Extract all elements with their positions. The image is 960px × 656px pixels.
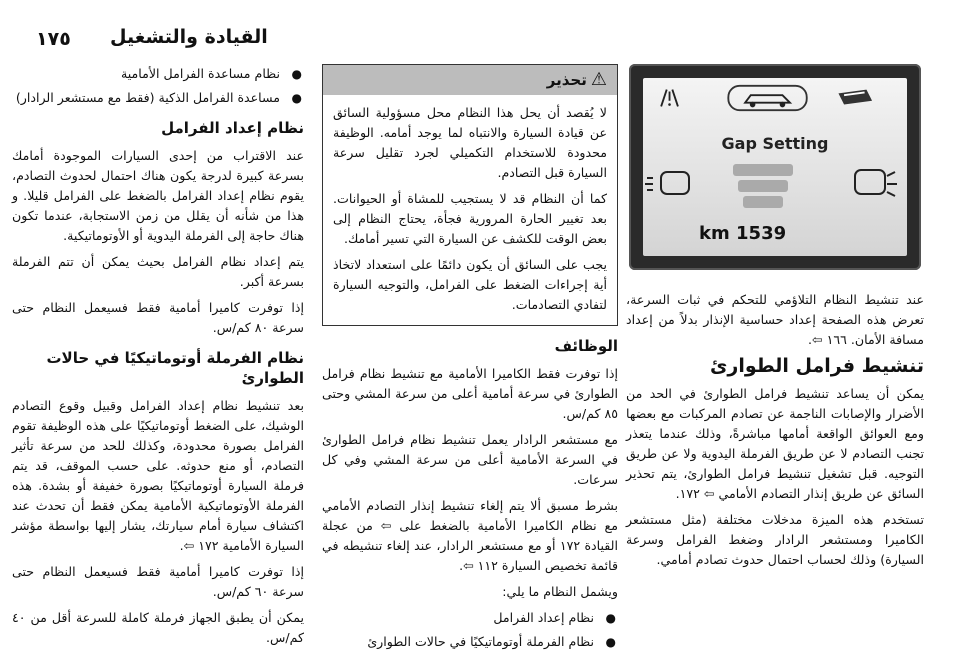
right-column [626, 64, 924, 576]
paragraph: لا يُقصد أن يحل هذا النظام محل مسؤولية السائق عن قيادة السيارة والانتباه لما يوجد أمامه. الوظيفة محدودة للاستخدام التكميلي لجرد تقليل سرعة السيارة قبل التصادم. [333, 105, 607, 180]
paragraph: عند تنشيط النظام التلاؤمي للتحكم في ثبات السرعة، تعرض هذه الصفحة إعداد حساسية الإنذار بدلاً من إعداد مسافة الأمان. ١٦٦ ⇦. [626, 292, 924, 347]
paragraph: يتم إعداد نظام الفرامل بحيث يمكن أن تتم الفرملة بسرعة أكبر. [12, 254, 304, 289]
paragraph: يمكن أن يساعد تنشيط فرامل الطوارئ في الحد من الأضرار والإصابات الناجمة عن تصادم المركبات مع بعضها ومع العوائق الواقعة أمامها مباشرةً، وذلك عندما يتعذر تجنب التصادم لا عن طريق الفرملة اليدوية ولا عن طريق التوجيه. قبل تشغيل تنشيط فرامل الطوارئ، يتم تحذير السائق عن طريق إنذار التصادم الأمامي ⇦ ١٧٢. [626, 386, 924, 501]
paragraph: كما أن النظام قد لا يستجيب للمشاة أو الحيوانات. بعد تغيير الحارة المرورية فجأة، يحتاج النظام إلى بعض الوقت للكشف عن السيارة التي تسير أمامك. [333, 191, 607, 246]
warning-body [323, 95, 617, 325]
paragraph: تستخدم هذه الميزة مدخلات مختلفة (مثل مستشعر الكاميرا ومستشعر الرادار وضغط الفرامل وسرعة السيارة) وذلك لحساب احتمال حدوث تصادم أمامي. [626, 512, 924, 567]
warning-header [323, 65, 617, 95]
road-sign-icon [838, 90, 872, 105]
warning-road-icon [661, 90, 678, 107]
section-heading-functions: الوظائف [554, 337, 618, 355]
middle-column [322, 64, 618, 656]
list-item: ● نظام إعداد الفرامل [322, 608, 618, 628]
paragraph: مع مستشعر الرادار يعمل تنشيط نظام فرامل الطوارئ في السرعة الأمامية أعلى من سرعة المشي وفي كل سرعات. [322, 432, 618, 487]
system-list [12, 64, 304, 108]
paragraph: ويشمل النظام ما يلي: [502, 584, 618, 599]
section-heading-auto-brake: نظام الفرملة أوتوماتيكيًا في حالات الطوارئ [46, 349, 304, 387]
odometer-readout: 1539 km [699, 223, 787, 244]
includes-list [322, 608, 618, 652]
paragraph: عند الاقتراب من إحدى السيارات الموجودة أمامك بسرعة كبيرة لدرجة يكون هناك احتمال لحدوث التصادم، يقوم نظام إعداد الفرامل بالضغط على الفرامل قليلا. و هذا من شأنه أن يقلل من زمن الاستجابة، عندما تكون هناك حاجة إلى الفرملة اليدوية أو الأوتوماتيكية. [12, 148, 304, 243]
section-heading-emergency-brake: تنشيط فرامل الطوارئ [710, 355, 924, 377]
display-top-icons [643, 84, 907, 112]
paragraph: إذا توفرت كاميرا أمامية فقط فسيعمل النظام حتى سرعة ٨٠ كم/س. [12, 300, 304, 335]
warning-box [322, 64, 618, 326]
car-selected-icon [728, 86, 806, 110]
list-item: ● نظام مساعدة الفرامل الأمامية [12, 64, 304, 84]
instrument-display-figure [629, 64, 921, 270]
chapter-title: القيادة والتشغيل [110, 26, 268, 48]
paragraph: بعد تنشيط نظام إعداد الفرامل وقبيل وقوع التصادم الوشيك، على الضغط أوتوماتيكيًا على هذه الوظيفة تقوم الفرامل بصورة محدودة، وكذلك للحد من سرعة تأثير التصادم، أو منع حدوثه. على حسب الموقف، قد يتم فرملة السيارة أوتوماتيكيًا بصورة خفيفة أو بشدة. هذه الفرملة الأوتوماتيكية الأمامية يمكن فقط أن تحدث عند اكتشاف سيارة أمام سيارتك، يشار إليها بواسطة مؤشر السيارة الأمامية ١٧٢ ⇦. [12, 398, 304, 553]
list-item: ● نظام الفرملة أوتوماتيكيًا في حالات الطوارئ [322, 632, 618, 652]
gap-indicator-graphic [643, 160, 907, 220]
own-car-icon [645, 172, 689, 194]
left-column [12, 64, 304, 654]
paragraph: يجب على السائق أن يكون دائمًا على استعداد لاتخاذ أية إجراءات الضغط على الفرامل، والتوجيه السيارة لتفادي التصادمات. [333, 257, 607, 312]
lead-car-icon [855, 170, 897, 196]
list-item: ● مساعدة الفرامل الذكية (فقط مع مستشعر الرادار) [12, 88, 304, 108]
page-header [0, 20, 960, 60]
section-heading-brake-prep: نظام إعداد الفرامل [161, 119, 304, 137]
paragraph: يمكن أن يطبق الجهاز فرملة كاملة للسرعة أقل من ٤٠ كم/س. [12, 610, 304, 645]
paragraph: إذا توفرت فقط الكاميرا الأمامية مع تنشيط نظام فرامل الطوارئ في سرعة أمامية أعلى من سرعة المشي وحتى ٨٥ كم/س. [322, 366, 618, 421]
warning-triangle-icon: ⚠ [590, 69, 607, 90]
gap-bars-icon [733, 164, 793, 208]
warning-title: تحذير [546, 71, 587, 89]
paragraph: إذا توفرت كاميرا أمامية فقط فسيعمل النظام حتى سرعة ٦٠ كم/س. [12, 564, 304, 599]
paragraph: بشرط مسبق ألا يتم إلغاء تنشيط إنذار التصادم الأمامي مع نظام الكاميرا الأمامية بالضغط على ⇦ من عجلة القيادة ١٧٢ أو مع مستشعر الرادار، عند إلغاء تنشيطه في قائمة تخصيص السيارة ١١٢ ⇦. [322, 498, 618, 573]
page-number: ١٧٥ [36, 28, 71, 50]
display-screen [643, 78, 907, 256]
gap-setting-label: Gap Setting [721, 134, 829, 153]
